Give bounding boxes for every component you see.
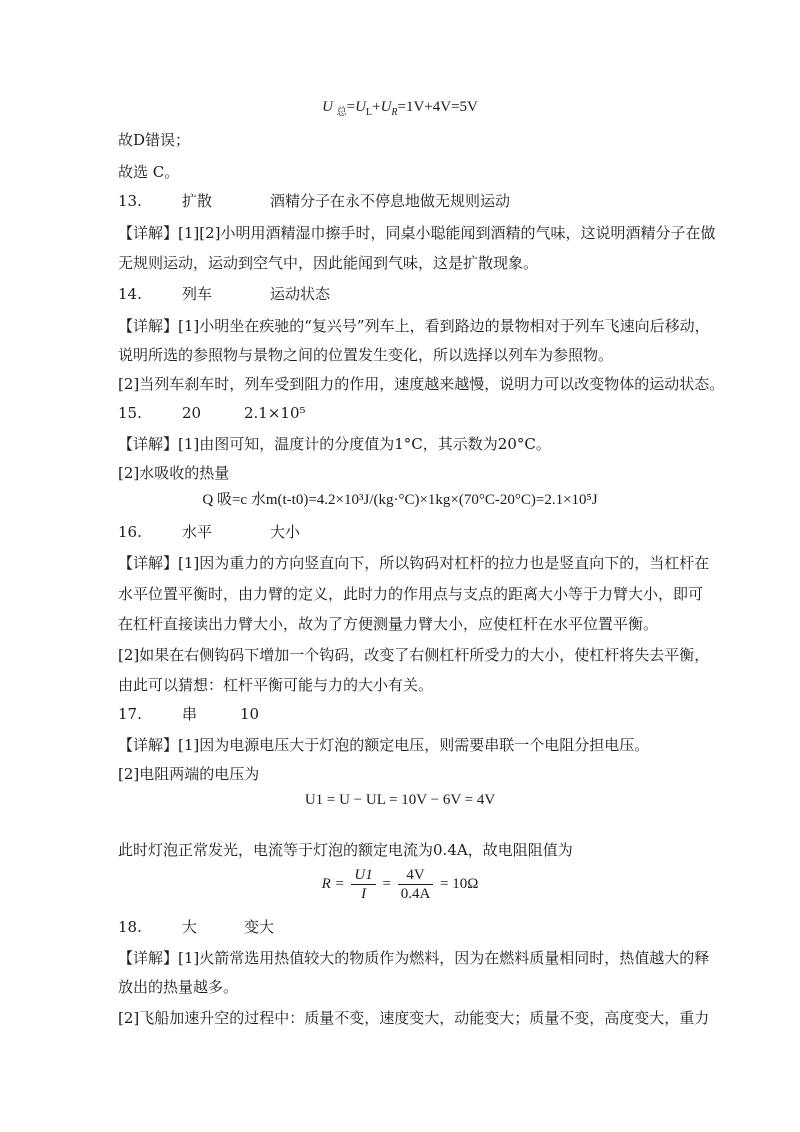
detail-line: [2]飞船加速升空的过程中：质量不变，速度变大，动能变大；质量不变，高度变大，重力 xyxy=(118,1009,710,1027)
answer-1: 串 xyxy=(182,705,198,723)
detail-line: 说明所选的参照物与景物之间的位置发生变化，所以选择以列车为参照物。 xyxy=(118,346,614,364)
text-line: 故选 C。 xyxy=(118,163,180,181)
answer-row-13 xyxy=(118,191,510,211)
formula-rhs: = 10Ω xyxy=(440,876,479,892)
answer-row-15 xyxy=(118,403,306,423)
detail-line: 【详解】[1]因为电源电压大于灯泡的额定电压，则需要串联一个电阻分担电压。 xyxy=(118,736,650,754)
detail-line: 在杠杆直接读出力臂大小，故为了方便测量力臂大小，应使杠杆在水平位置平衡。 xyxy=(118,615,659,633)
fraction-1 xyxy=(351,866,375,903)
question-number: 16. xyxy=(118,523,142,541)
answer-2: 酒精分子在永不停息地做无规则运动 xyxy=(270,192,511,210)
fraction-numerator: 4V xyxy=(398,866,434,885)
answer-1: 列车 xyxy=(182,285,213,303)
answer-row-17 xyxy=(118,704,259,724)
detail-line: 水平位置平衡时，由力臂的定义，此时力的作用点与支点的距离大小等于力臂大小，即可 xyxy=(118,585,704,603)
detail-line: [2]如果在右侧钩码下增加一个钩码，改变了右侧杠杆所受力的大小，使杠杆将失去平衡， xyxy=(118,646,710,664)
answer-2: 变大 xyxy=(244,918,275,936)
text-line: 故D错误； xyxy=(118,131,191,149)
answer-2: 2.1×10⁵ xyxy=(244,404,306,422)
fraction-denominator: I xyxy=(361,886,367,903)
detail-line: 【详解】[1]火箭常选用热值较大的物质作为燃料，因为在燃料质量相同时，热值越大的释 xyxy=(118,949,710,967)
formula-u1: U1 = U − UL = 10V − 6V = 4V xyxy=(304,792,496,808)
answer-1: 20 xyxy=(182,404,202,422)
detail-line: 【详解】[1]由图可知，温度计的分度值为1°C，其示数为20°C。 xyxy=(118,435,551,453)
detail-line: [2]水吸收的热量 xyxy=(118,464,230,482)
answer-row-16 xyxy=(118,522,300,542)
answer-2: 运动状态 xyxy=(270,285,331,303)
fraction-numerator: U1 xyxy=(351,866,375,885)
answer-row-18 xyxy=(118,917,274,937)
detail-line: 无规则运动，运动到空气中，因此能闻到气味，这是扩散现象。 xyxy=(118,254,539,272)
detail-line: [2]当列车刹车时，列车受到阻力的作用，速度越来越慢，说明力可以改变物体的运动状态。 xyxy=(118,375,725,393)
detail-line: [2]电阻两端的电压为 xyxy=(118,765,260,783)
formula-lhs: R = xyxy=(321,876,345,892)
question-number: 17. xyxy=(118,705,142,723)
detail-line: 此时灯泡正常发光，电流等于灯泡的额定电流为0.4A，故电阻阻值为 xyxy=(118,841,573,859)
detail-line: 放出的热量越多。 xyxy=(118,978,239,996)
answer-1: 扩散 xyxy=(182,192,213,210)
answer-1: 水平 xyxy=(182,523,213,541)
answer-row-14 xyxy=(118,284,330,304)
fraction-2 xyxy=(398,866,434,903)
question-number: 14. xyxy=(118,285,142,303)
answer-2: 大小 xyxy=(270,523,301,541)
question-number: 15. xyxy=(118,404,142,422)
fraction-denominator: 0.4A xyxy=(400,886,431,903)
answer-1: 大 xyxy=(182,918,198,936)
equals-sign: = xyxy=(382,876,391,892)
detail-line: 【详解】[1]因为重力的方向竖直向下，所以钩码对杠杆的拉力也是竖直向下的，当杠杆在 xyxy=(118,554,710,572)
question-number: 18. xyxy=(118,918,142,936)
answer-2: 10 xyxy=(240,705,260,723)
detail-line: 由此可以猜想：杠杆平衡可能与力的大小有关。 xyxy=(118,676,434,694)
formula-total-voltage: U $_总=U_L+U_R=1V+4V=5V$ xyxy=(322,99,478,118)
formula-resistance xyxy=(0,865,800,903)
question-number: 13. xyxy=(118,192,142,210)
detail-line: 【详解】[1]小明坐在疾驰的“复兴号”列车上，看到路边的景物相对于列车飞速向后移动， xyxy=(118,317,710,335)
detail-line: 【详解】[1][2]小明用酒精湿巾擦手时，同桌小聪能闻到酒精的气味，这说明酒精分子在做 xyxy=(118,224,716,242)
formula-heat: Q 吸=c 水m(t-t0)=4.2×10³J/(kg·°C)×1kg×(70°C-20°C)=2.1×10⁵J xyxy=(202,492,598,508)
